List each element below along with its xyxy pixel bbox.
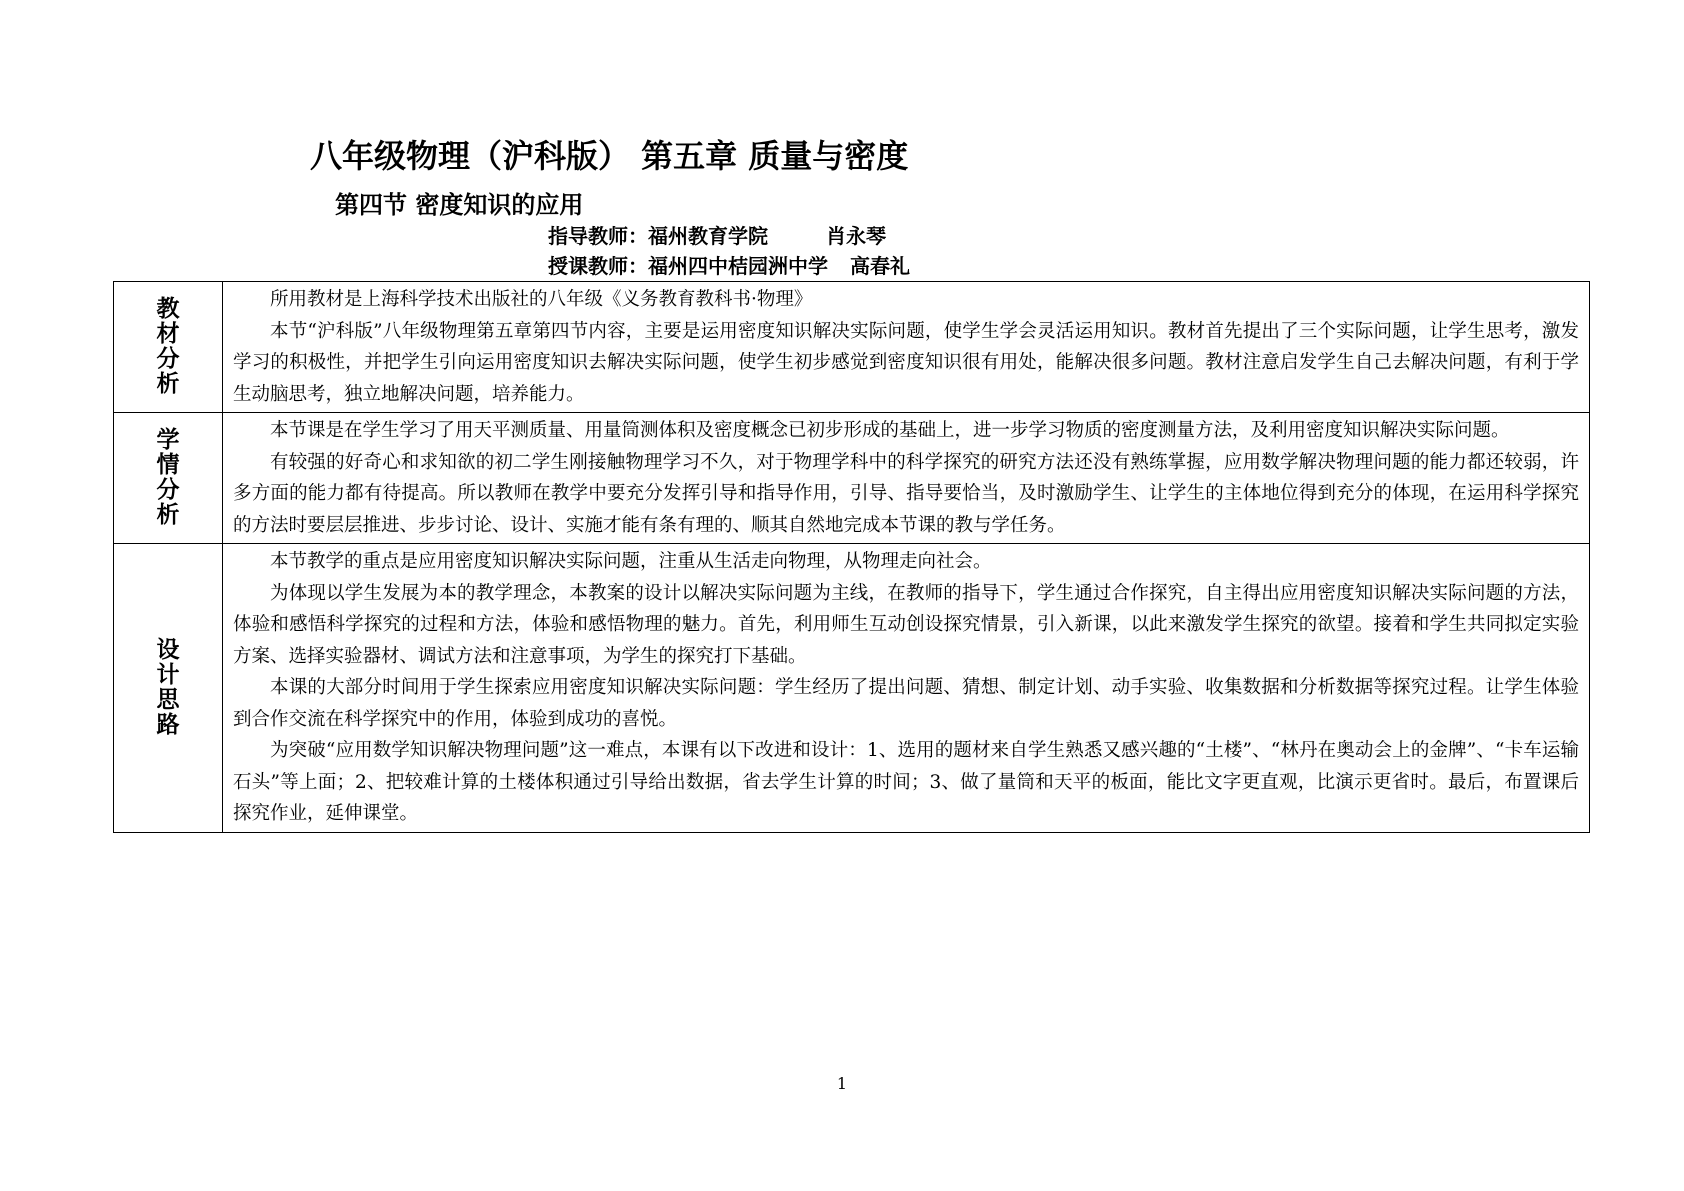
paragraph: 为突破“应用数学知识解决物理问题”这一难点，本课有以下改进和设计：1、选用的题材来自学生熟悉又感兴趣的“土楼”、“林丹在奥动会上的金牌”、“卡车运输石头”等上面；2、把较难计算的土楼体积通过引导给出数据，省去学生计算的时间；3、做了量筒和天平的板面，能比文字更直观，比演示更省时。最后，布置课后探究作业，延伸课堂。 xyxy=(233,740,1579,824)
paragraph: 本课的大部分时间用于学生探索应用密度知识解决实际问题：学生经历了提出问题、猜想、制定计划、动手实验、收集数据和分析数据等探究过程。让学生体验到合作交流在科学探究中的作用，体验到成功的喜悦。 xyxy=(233,677,1579,730)
row-content-cell xyxy=(223,282,1590,413)
table-row-design-idea xyxy=(114,544,1590,833)
row-label-cell xyxy=(114,282,223,413)
row-content-cell xyxy=(223,544,1590,833)
table-row-student-analysis xyxy=(114,413,1590,544)
section-title: 第四节 密度知识的应用 xyxy=(335,191,584,219)
row-label-cell xyxy=(114,544,223,833)
paragraph: 所用教材是上海科学技术出版社的八年级《义务教育教科书·物理》 xyxy=(270,289,813,310)
row-label: 设计思路 xyxy=(156,636,180,738)
page-number: 1 xyxy=(836,1074,848,1093)
paragraph: 为体现以学生发展为本的教学理念，本教案的设计以解决实际问题为主线，在教师的指导下，学生通过合作探究，自主得出应用密度知识解决实际问题的方法，体验和感悟科学探究的过程和方法，体验和感悟物理的魅力。首先，利用师生互动创设探究情景，引入新课，以此来激发学生探究的欲望。接着和学生共同拟定实验方案、选择实验器材、调试方法和注意事项，为学生的探究打下基础。 xyxy=(233,582,1579,667)
row-label: 学情分析 xyxy=(156,427,180,528)
analysis-table xyxy=(113,281,1590,833)
document-title: 八年级物理（沪科版） 第五章 质量与密度 xyxy=(310,137,909,175)
row-label-cell xyxy=(114,413,223,544)
paragraph: 本节教学的重点是应用密度知识解决实际问题，注重从生活走向物理，从物理走向社会。 xyxy=(270,551,992,572)
row-label: 教材分析 xyxy=(156,296,180,397)
guide-teacher-name: 肖永琴 xyxy=(826,224,886,248)
guide-teacher-label: 指导教师：福州教育学院 xyxy=(548,224,768,248)
row-content-cell xyxy=(223,413,1590,544)
paragraph: 有较强的好奇心和求知欲的初二学生刚接触物理学习不久，对于物理学科中的科学探究的研究方法还没有熟练掌握，应用数学解决物理问题的能力都还较弱，许多方面的能力都有待提高。所以教师在教学中要充分发挥引导和指导作用，引导、指导要恰当，及时激励学生、让学生的主体地位得到充分的体现，在运用科学探究的方法时要层层推进、步步讨论、设计、实施才能有条有理的、顺其自然地完成本节课的教与学任务。 xyxy=(233,451,1579,536)
guide-teacher-line xyxy=(548,222,886,250)
lecturer-line xyxy=(548,252,910,280)
lecturer-name: 高春礼 xyxy=(850,254,910,278)
paragraph: 本节课是在学生学习了用天平测质量、用量筒测体积及密度概念已初步形成的基础上，进一步学习物质的密度测量方法，及利用密度知识解决实际问题。 xyxy=(270,420,1510,441)
paragraph: 本节“沪科版”八年级物理第五章第四节内容，主要是运用密度知识解决实际问题，使学生学会灵活运用知识。教材首先提出了三个实际问题，让学生思考，激发学习的积极性，并把学生引向运用密度知识去解决实际问题，使学生初步感觉到密度知识很有用处，能解决很多问题。教材注意启发学生自己去解决问题，有利于学生动脑思考，独立地解决问题，培养能力。 xyxy=(233,320,1579,405)
table-row-textbook-analysis xyxy=(114,282,1590,413)
lecturer-label: 授课教师：福州四中桔园洲中学 xyxy=(548,254,828,278)
